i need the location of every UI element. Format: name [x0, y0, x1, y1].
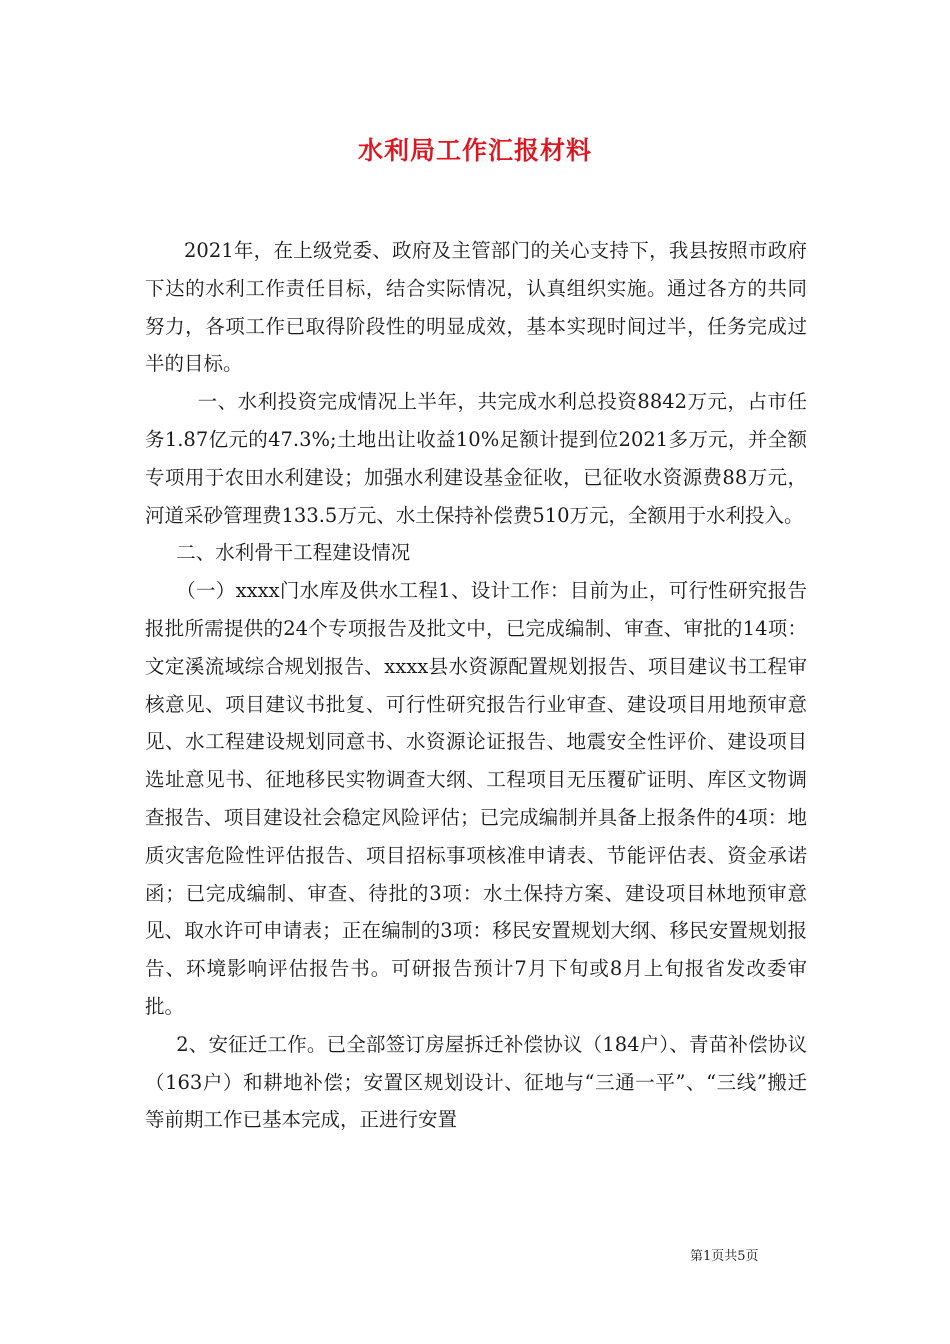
paragraph-reservoir-design: （一）xxxx门水库及供水工程1、设计工作：目前为止，可行性研究报告报批所需提供的24个专项报告及批文中，已完成编制、审查、审批的14项：文定溪流域综合规划报告、xxxx县水资源配置规划报告、项目建议书工程审核意见、项目建议书批复、可行性研究报告行业审查、建设项目用地预审意见、水工程建设规划同意书、水资源论证报告、地震安全性评价、建设项目选址意见书、征地移民实物调查大纲、工程项目无压覆矿证明、库区文物调查报告、项目建设社会稳定风险评估；已完成编制并具备上报条件的4项：地质灾害危险性评估报告、项目招标事项核准申请表、节能评估表、资金承诺函；已完成编制、审查、待批的3项：水土保持方案、建设项目林地预审意见、取水许可申请表；正在编制的3项：移民安置规划大纲、移民安置规划报告、环境影响评估报告书。可研报告预计7月下旬或8月上旬报省发改委审批。: [145, 579, 807, 1018]
page-number-footer: 第1页共5页: [690, 1249, 759, 1264]
document-body: [145, 232, 807, 1139]
paragraph-section-heading: 二、水利骨干工程建设情况: [176, 541, 411, 565]
paragraph-investment: 一、水利投资完成情况上半年，共完成水利总投资8842万元，占市任务1.87亿元的47.3%;土地出让收益10%足额计提到位2021多万元，并全额专项用于农田水利建设；加强水利建设基金征收，已征收水资源费88万元，河道采砂管理费133.5万元、水土保持补偿费510万元，全额用于水利投入。: [145, 390, 807, 527]
document-title: 水利局工作汇报材料: [357, 136, 592, 165]
paragraph-resettlement: 2、安征迁工作。已全部签订房屋拆迁补偿协议（184户）、青苗补偿协议（163户）和耕地补偿；安置区规划设计、征地与“三通一平”、“三线”搬迁等前期工作已基本完成，正进行安置: [145, 1032, 807, 1132]
paragraph-intro: 2021年，在上级党委、政府及主管部门的关心支持下，我县按照市政府下达的水利工作责任目标，结合实际情况，认真组织实施。通过各方的共同努力，各项工作已取得阶段性的明显成效，基本实现时间过半，任务完成过半的目标。: [145, 239, 807, 376]
